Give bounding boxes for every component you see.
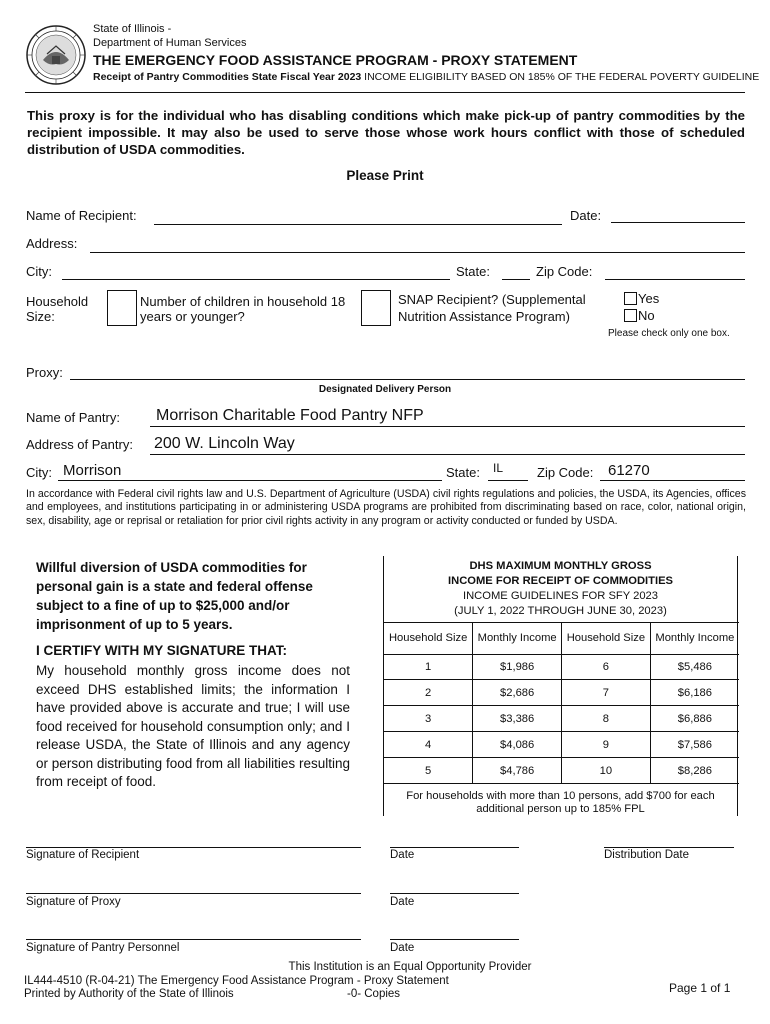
pantry-zip-field[interactable] [600, 480, 745, 481]
equal-opportunity: This Institution is an Equal Opportunity Provider [288, 961, 532, 973]
size-cell: 7 [562, 680, 651, 706]
size-cell: 3 [384, 706, 473, 732]
income-cell: $5,486 [677, 661, 712, 673]
intro-text: This proxy is for the individual who has disabling conditions which make pick-up of pantry commodities by the recipient impossible. It may also be used to serve those whose work hours conflict with those of scheduled distribution of USDA commodities. [27, 108, 745, 157]
pantry-city-field[interactable] [58, 480, 442, 481]
size-cell: 2 [384, 680, 473, 706]
children-count-box[interactable] [361, 290, 391, 326]
col-monthly-income-1: Monthly Income [473, 623, 562, 655]
certify-text: My household monthly gross income does not exceed DHS established limits; the information I have provided above is accurate and true; I will use food received for household consumption only; and I release USDA, the State of Illinois and any agency or person distributing food from all liabilities resulting from receipt of food. [36, 663, 350, 789]
col-household-size-1: Household Size [384, 623, 473, 655]
state-seal-logo [25, 24, 87, 86]
please-print: Please Print [346, 168, 424, 183]
size-cell: 10 [562, 758, 651, 784]
children-label: Number of children in household 18 years or younger? [140, 294, 346, 324]
income-title-3: INCOME GUIDELINES FOR SFY 2023 [462, 590, 658, 602]
pantry-date-label: Date [390, 942, 415, 954]
size-cell: 4 [384, 732, 473, 758]
pantry-address-field[interactable] [150, 454, 745, 455]
income-cell: $8,286 [677, 764, 712, 777]
income-cell: $1,986 [473, 655, 562, 680]
snap-yes-checkbox[interactable] [624, 292, 637, 305]
pantry-name-label: Name of Pantry: [26, 410, 120, 425]
header-state: State of Illinois - [93, 23, 172, 35]
pantry-address-label: Address of Pantry: [26, 437, 133, 452]
header-divider [25, 92, 745, 93]
table-row [384, 758, 739, 784]
income-cell: $4,786 [473, 758, 562, 784]
pantry-signature-label: Signature of Pantry Personnel [26, 942, 180, 954]
certify-heading: I CERTIFY WITH MY SIGNATURE THAT: [36, 643, 287, 658]
income-title-4: (JULY 1, 2022 THROUGH JUNE 30, 2023) [454, 605, 667, 617]
proxy-date-line[interactable] [390, 893, 519, 894]
zip-label: Zip Code: [536, 264, 593, 279]
subtitle-rest: INCOME ELIGIBILITY BASED ON 185% OF THE FEDERAL POVERTY GUIDELINE [364, 71, 760, 83]
income-cell: $2,686 [473, 680, 562, 706]
recipient-signature-line[interactable] [26, 847, 361, 848]
recipient-date-line[interactable] [390, 847, 519, 848]
income-cell: $4,086 [473, 732, 562, 758]
pantry-name-value: Morrison Charitable Food Pantry NFP [156, 407, 424, 424]
form-id: IL444-4510 (R-04-21) The Emergency Food Assistance Program - Proxy Statement [24, 975, 449, 987]
check-note: Please check only one box. [608, 328, 730, 339]
zip-field[interactable] [605, 279, 745, 280]
proxy-label: Proxy: [26, 365, 63, 380]
income-cell: $3,386 [473, 706, 562, 732]
table-row [384, 655, 739, 680]
household-size-box[interactable] [107, 290, 137, 326]
size-cell: 5 [384, 758, 473, 784]
pantry-city-label: City: [26, 465, 52, 480]
pantry-date-line[interactable] [390, 939, 519, 940]
address-label: Address: [26, 236, 78, 251]
pantry-state-label: State: [446, 465, 480, 480]
proxy-signature-line[interactable] [26, 893, 361, 894]
distribution-date-line[interactable] [604, 847, 734, 848]
copies: -0- Copies [347, 988, 401, 1000]
header-department: Department of Human Services [93, 37, 247, 49]
pantry-state-value: IL [493, 461, 504, 475]
date-label: Date: [570, 208, 602, 223]
recipient-name-label: Name of Recipient: [26, 208, 137, 223]
authority: Printed by Authority of the State of Illinois [24, 988, 234, 1000]
recipient-signature-label: Signature of Recipient [26, 849, 140, 861]
civil-rights-statement: In accordance with Federal civil rights law and U.S. Department of Agriculture (USDA) civil rights regulations and policies, the USDA, its Agencies, offices and employees, and institutions participating in or administering USDA programs are prohibited from discriminating based on race, color, national origin, sex, disability, age or reprisal or retaliation for prior civil rights activity in any program or activity conducted or funded by USDA. [26, 488, 746, 527]
household-size-label: Household Size: [26, 294, 89, 324]
city-field[interactable] [62, 279, 450, 280]
size-cell: 8 [562, 706, 651, 732]
address-field[interactable] [90, 252, 745, 253]
snap-no-checkbox[interactable] [624, 309, 637, 322]
income-title-2: INCOME FOR RECEIPT OF COMMODITIES [448, 575, 673, 587]
size-cell: 6 [562, 655, 651, 680]
col-monthly-income-2: Monthly Income [655, 632, 735, 644]
recipient-date-label: Date [390, 849, 415, 861]
subtitle-bold: Receipt of Pantry Commodities State Fiscal Year 2023 [93, 71, 362, 83]
income-cell: $6,886 [677, 712, 712, 725]
pantry-address-value: 200 W. Lincoln Way [154, 435, 295, 452]
income-title-1: DHS MAXIMUM MONTHLY GROSS [469, 560, 652, 572]
recipient-name-field[interactable] [154, 224, 562, 225]
form-title: THE EMERGENCY FOOD ASSISTANCE PROGRAM - PROXY STATEMENT [93, 52, 578, 68]
income-guidelines-panel [383, 556, 738, 816]
income-table [384, 622, 739, 784]
proxy-date-label: Date [390, 896, 415, 908]
col-household-size-2: Household Size [562, 623, 651, 655]
city-label: City: [26, 264, 52, 279]
pantry-zip-value: 61270 [608, 462, 650, 479]
proxy-signature-label: Signature of Proxy [26, 896, 121, 908]
income-cell: $7,586 [677, 738, 712, 751]
pantry-state-field[interactable] [488, 480, 528, 481]
table-row [384, 732, 739, 758]
income-cell: $6,186 [677, 686, 712, 699]
state-label: State: [456, 264, 490, 279]
size-cell: 1 [384, 655, 473, 680]
distribution-date-label: Distribution Date [604, 849, 690, 861]
proxy-field[interactable] [70, 379, 745, 380]
income-table-header [384, 623, 739, 655]
date-field[interactable] [611, 222, 745, 223]
snap-no-label: No [638, 308, 655, 323]
table-row [384, 680, 739, 706]
pantry-city-value: Morrison [63, 462, 122, 479]
proxy-caption: Designated Delivery Person [318, 384, 452, 395]
snap-yes-label: Yes [638, 291, 660, 306]
pantry-name-field[interactable] [150, 426, 745, 427]
table-row [384, 706, 739, 732]
pantry-zip-label: Zip Code: [537, 465, 594, 480]
diversion-warning: Willful diversion of USDA commodities for personal gain is a state and federal offense subject to a fine of up to $25,000 and/or imprisonment of up to 5 years. [36, 560, 313, 632]
snap-label: SNAP Recipient? (Supplemental Nutrition Assistance Program) [398, 292, 586, 324]
form-subtitle [93, 71, 759, 83]
size-cell: 9 [562, 732, 651, 758]
state-field[interactable] [502, 279, 530, 280]
income-footnote: For households with more than 10 persons, add $700 for each additional person up to 185% FPL [406, 790, 715, 815]
page-number: Page 1 of 1 [669, 981, 731, 995]
pantry-signature-line[interactable] [26, 939, 361, 940]
